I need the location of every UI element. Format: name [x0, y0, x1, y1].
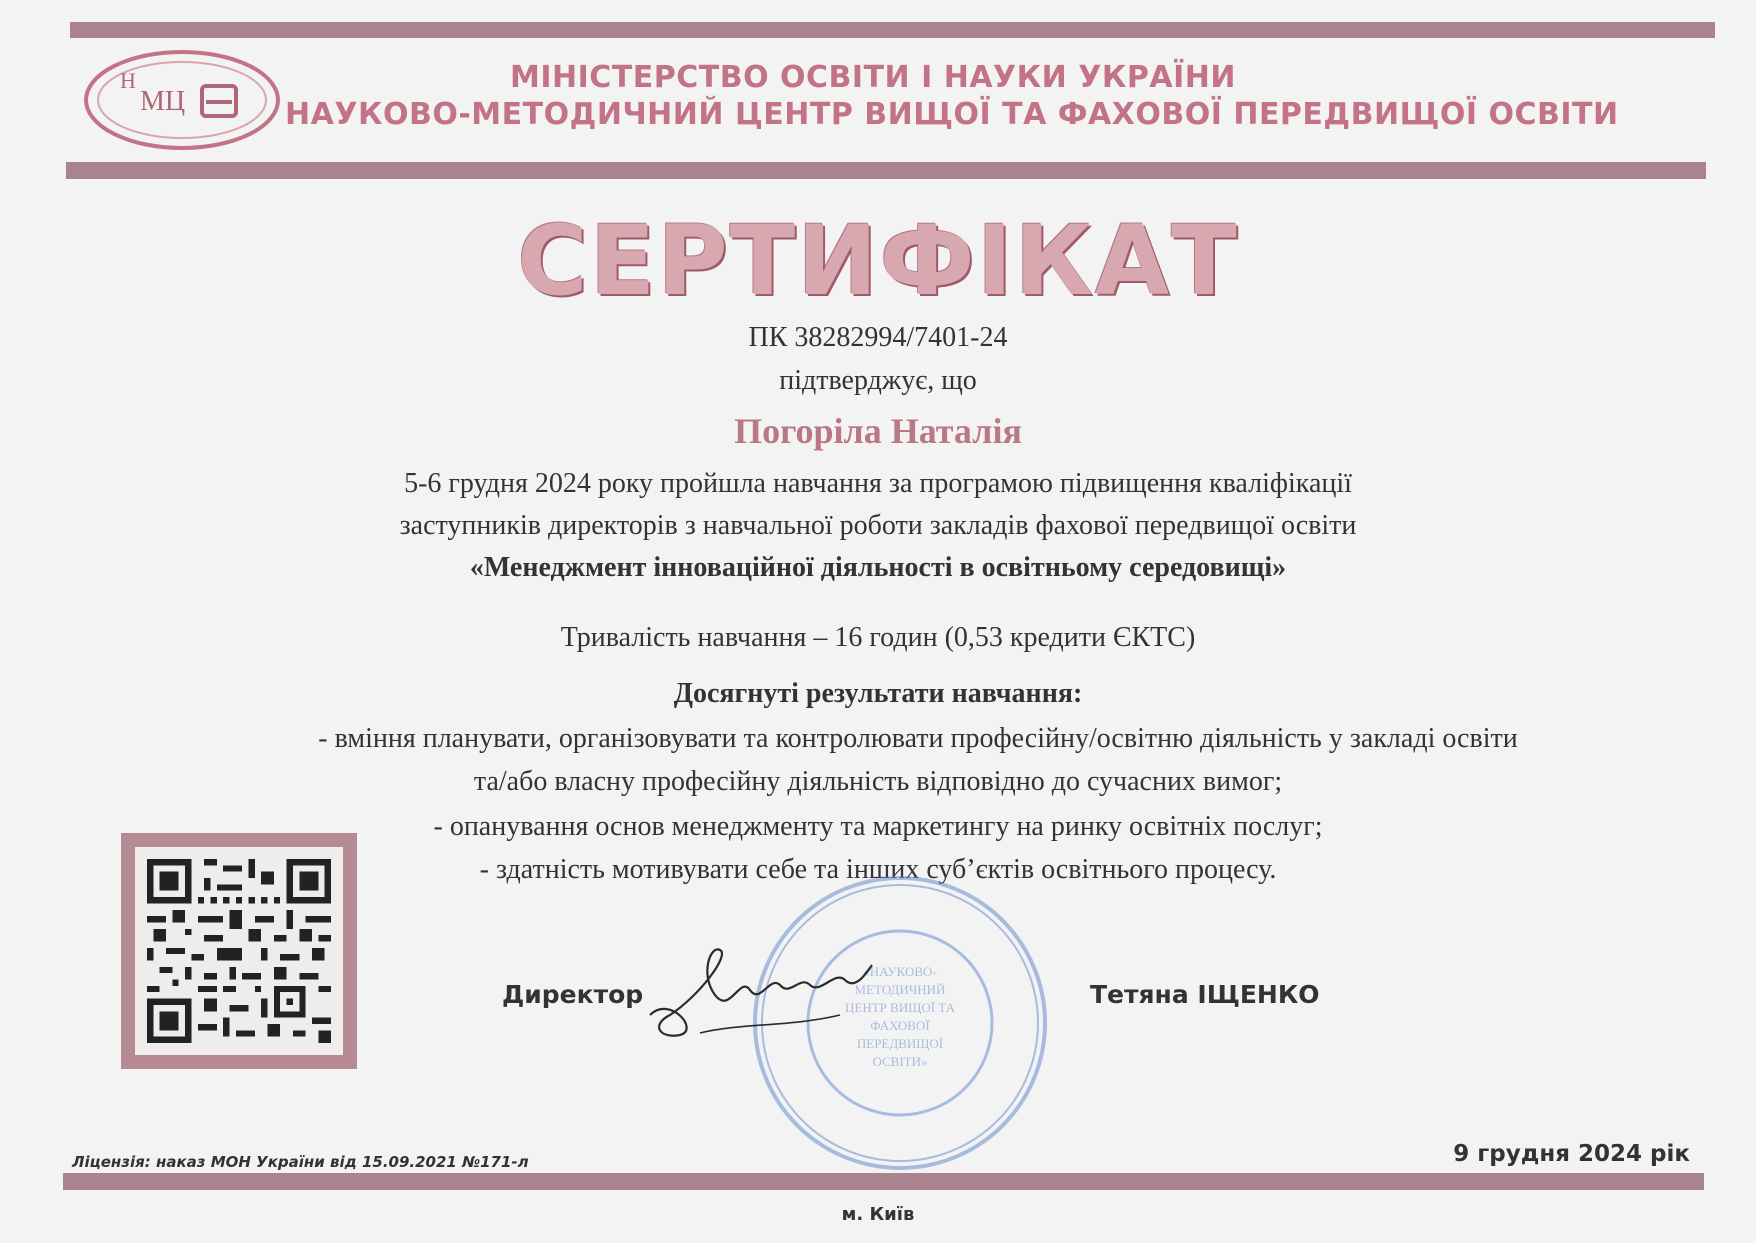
- city-label: м. Київ: [841, 1204, 915, 1225]
- footer-band: [63, 1173, 1704, 1190]
- result-item: та/або власну професійну діяльність відповідно до сучасних вимог;: [473, 766, 1283, 797]
- license-info: Ліцензія: наказ МОН України від 15.09.2021 №171-л: [72, 1153, 529, 1171]
- stamp-text-line: ЦЕНТР ВИЩОЇ ТА: [845, 1000, 955, 1015]
- result-item: - здатність мотивувати себе та інших суб’єктів освітнього процесу.: [479, 854, 1277, 885]
- training-duration: Тривалість навчання – 16 годин (0,53 кредити ЄКТС): [560, 622, 1196, 653]
- director-label: Директор: [502, 980, 644, 1009]
- ministry-header: МІНІСТЕРСТВО ОСВІТИ І НАУКИ УКРАЇНИ: [510, 60, 1236, 95]
- certificate-title: СЕРТИФІКАТ: [517, 205, 1239, 317]
- top-decorative-band: [70, 22, 1715, 38]
- recipient-name: Погоріла Наталія: [734, 411, 1022, 451]
- stamp-text-line: ОСВІТИ»: [872, 1054, 928, 1069]
- nmc-logo: [82, 48, 282, 152]
- training-text-line-1: 5-6 грудня 2024 року пройшла навчання за програмою підвищення кваліфікації: [404, 468, 1352, 499]
- certificate-code: ПК 38282994/7401-24: [748, 322, 1008, 353]
- stamp-text-line: ФАХОВОЇ: [870, 1018, 930, 1033]
- center-header: НАУКОВО-МЕТОДИЧНИЙ ЦЕНТР ВИЩОЇ ТА ФАХОВОЇ ПЕРЕДВИЩОЇ ОСВІТИ: [285, 97, 1619, 132]
- training-text-line-2: заступників директорів з навчальної роботи закладів фахової передвищої освіти: [399, 510, 1357, 541]
- director-signature: [640, 935, 880, 1045]
- confirms-text: підтверджує, що: [779, 365, 977, 396]
- director-name: Тетяна ІЩЕНКО: [1090, 980, 1320, 1009]
- stamp-text-line: МЕТОДИЧНИЙ: [854, 982, 946, 997]
- result-item: - вміння планувати, організовувати та контролювати професійну/освітню діяльність у закладі освіти: [318, 723, 1518, 754]
- result-item: - опанування основ менеджменту та маркетингу на ринку освітніх послуг;: [433, 811, 1323, 842]
- stamp-text-line: «НАУКОВО-: [863, 964, 937, 979]
- program-title: «Менеджмент інноваційної діяльності в освітньому середовищі»: [469, 552, 1287, 583]
- qr-code-icon[interactable]: [147, 859, 331, 1043]
- svg-text:МЦ: МЦ: [140, 86, 186, 117]
- issue-date: 9 грудня 2024 рік: [1453, 1141, 1690, 1167]
- results-heading: Досягнуті результати навчання:: [673, 678, 1083, 709]
- header-divider-band: [66, 162, 1706, 179]
- stamp-text-line: ПЕРЕДВИЩОЇ: [856, 1036, 944, 1051]
- svg-text:Н: Н: [120, 68, 136, 93]
- qr-code-frame: [121, 833, 357, 1069]
